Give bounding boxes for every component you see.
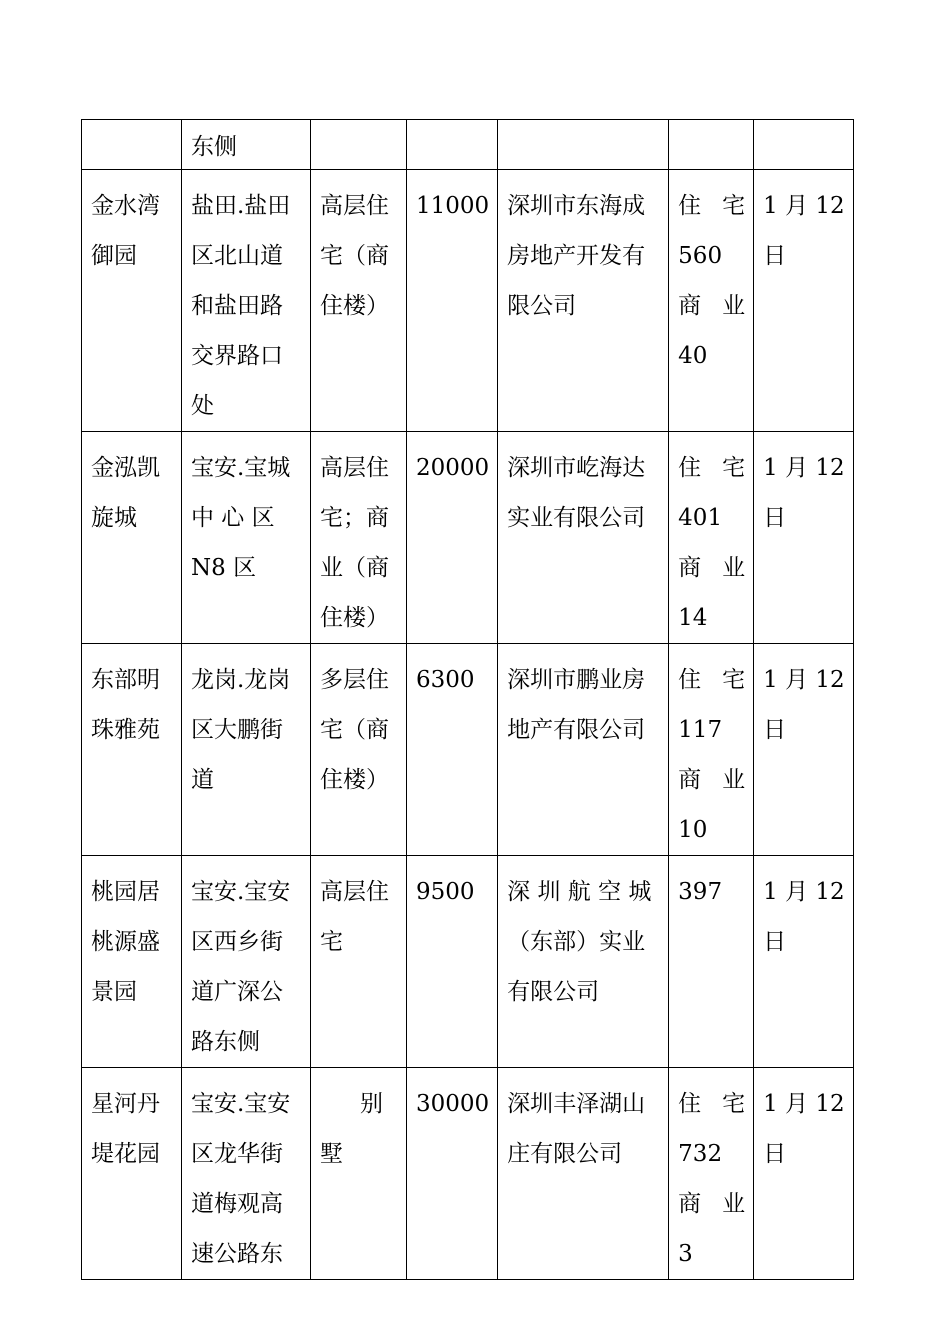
- cell-type: 高层住 宅: [311, 856, 407, 1068]
- cell-date: 1 月 12 日: [754, 432, 854, 644]
- table-row: [82, 856, 854, 1068]
- table-row: [82, 644, 854, 856]
- cell-area: 9500: [407, 856, 498, 1068]
- property-table: [81, 119, 854, 1280]
- cell-units: 住 宅 732 商 业 3: [669, 1068, 754, 1280]
- cell-developer: 深圳市鹏业房 地产有限公司: [498, 644, 669, 856]
- cell-type: 高层住 宅；商 业（商 住楼）: [311, 432, 407, 644]
- cell-units: [669, 120, 754, 170]
- cell-type: [311, 120, 407, 170]
- cell-units: 住 宅 401 商 业 14: [669, 432, 754, 644]
- table-row: [82, 120, 854, 170]
- cell-date: 1 月 12 日: [754, 1068, 854, 1280]
- cell-date: 1 月 12 日: [754, 170, 854, 432]
- table-row: [82, 170, 854, 432]
- cell-date: [754, 120, 854, 170]
- cell-type: 高层住 宅（商 住楼）: [311, 170, 407, 432]
- cell-name: 金水湾 御园: [82, 170, 182, 432]
- cell-units: 住 宅 560 商 业 40: [669, 170, 754, 432]
- cell-developer: 深 圳 航 空 城 （东部）实业 有限公司: [498, 856, 669, 1068]
- cell-type: 别 墅: [311, 1068, 407, 1280]
- cell-location: 宝安.宝城 中 心 区 N8 区: [182, 432, 311, 644]
- cell-name: 金泓凯 旋城: [82, 432, 182, 644]
- cell-area: 11000: [407, 170, 498, 432]
- cell-location: 东侧: [182, 120, 311, 170]
- cell-date: 1 月 12 日: [754, 856, 854, 1068]
- cell-name: [82, 120, 182, 170]
- cell-area: 20000: [407, 432, 498, 644]
- cell-developer: 深圳市屹海达 实业有限公司: [498, 432, 669, 644]
- cell-area: [407, 120, 498, 170]
- cell-location: 龙岗.龙岗 区大鹏街 道: [182, 644, 311, 856]
- cell-area: 6300: [407, 644, 498, 856]
- cell-location: 宝安.宝安 区龙华街 道梅观高 速公路东: [182, 1068, 311, 1280]
- cell-location: 宝安.宝安 区西乡街 道广深公 路东侧: [182, 856, 311, 1068]
- cell-name: 星河丹 堤花园: [82, 1068, 182, 1280]
- cell-area: 30000: [407, 1068, 498, 1280]
- cell-developer: [498, 120, 669, 170]
- cell-units: 住 宅 117 商 业 10: [669, 644, 754, 856]
- table-row: [82, 432, 854, 644]
- cell-type: 多层住 宅（商 住楼）: [311, 644, 407, 856]
- cell-developer: 深圳市东海成 房地产开发有 限公司: [498, 170, 669, 432]
- cell-name: 桃园居 桃源盛 景园: [82, 856, 182, 1068]
- cell-units: 397: [669, 856, 754, 1068]
- table-row: [82, 1068, 854, 1280]
- cell-date: 1 月 12 日: [754, 644, 854, 856]
- cell-name: 东部明 珠雅苑: [82, 644, 182, 856]
- cell-developer: 深圳丰泽湖山 庄有限公司: [498, 1068, 669, 1280]
- cell-location: 盐田.盐田 区北山道 和盐田路 交界路口 处: [182, 170, 311, 432]
